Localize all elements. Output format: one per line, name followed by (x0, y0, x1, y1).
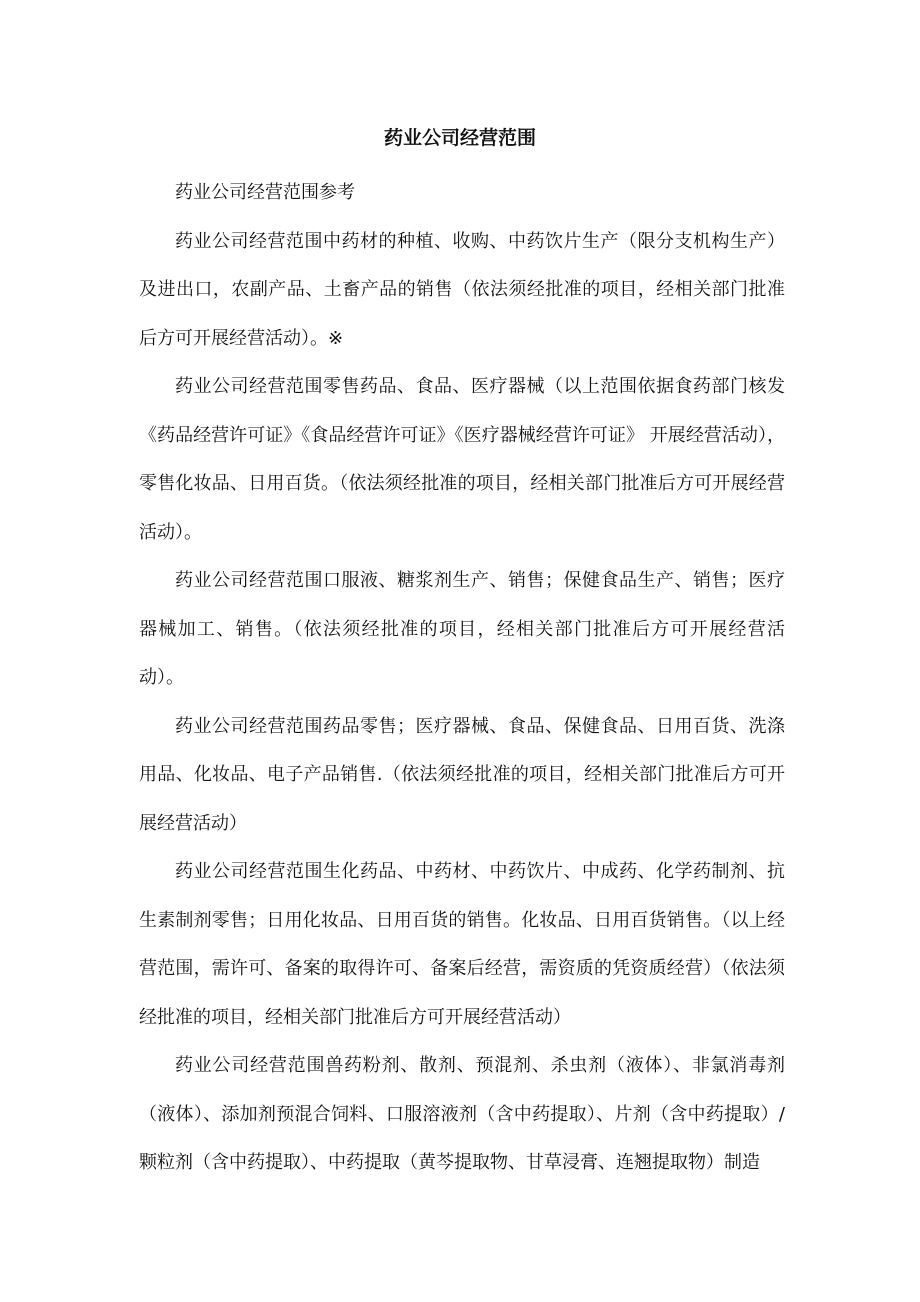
paragraph-intro: 药业公司经营范围参考 (175, 182, 355, 203)
paragraph-scope-3: 药业公司经营范围口服液、糖浆剂生产、销售；保健食品生产、销售；医疗器械加工、销售。（依法须经批准的项目，经相关部门批准后方可开展经营活动）。 (139, 570, 785, 688)
document-title: 药业公司经营范围 (383, 127, 536, 149)
paragraph-scope-4: 药业公司经营范围药品零售；医疗器械、食品、保健食品、日用百货、洗涤用品、化妆品、电子产品销售.（依法须经批准的项目，经相关部门批准后方可开展经营活动） (139, 715, 785, 834)
paragraph-scope-5: 药业公司经营范围生化药品、中药材、中药饮片、中成药、化学药制剂、抗生素制剂零售；日用化妆品、日用百货的销售。化妆品、日用百货销售。（以上经营范围，需许可、备案的取得许可、备案后经营，需资质的凭资质经营）（依法须经批准的项目，经相关部门批准后方可开展经营活动） (139, 861, 785, 1028)
paragraph-scope-2: 药业公司经营范围零售药品、食品、医疗器械（以上范围依据食药部门核发《药品经营许可证》《食品经营许可证》《医疗器械经营许可证》 开展经营活动），零售化妆品、日用百货。（依法须经批准的项目，经相关部门批准后方可开展经营活动）。 (139, 376, 785, 543)
document-body (139, 169, 785, 1188)
paragraph-scope-6: 药业公司经营范围兽药粉剂、散剂、预混剂、杀虫剂（液体）、非氯消毒剂（液体）、添加剂预混合饲料、口服溶液剂（含中药提取）、片剂（含中药提取）/颗粒剂（含中药提取）、中药提取（黄芩提取物、甘草浸膏、连翘提取物）制造 (139, 1055, 785, 1173)
paragraph-scope-1: 药业公司经营范围中药材的种植、收购、中药饮片生产（限分支机构生产）及进出口，农副产品、土畜产品的销售（依法须经批准的项目，经相关部门批准后方可开展经营活动）。※ (139, 230, 785, 349)
